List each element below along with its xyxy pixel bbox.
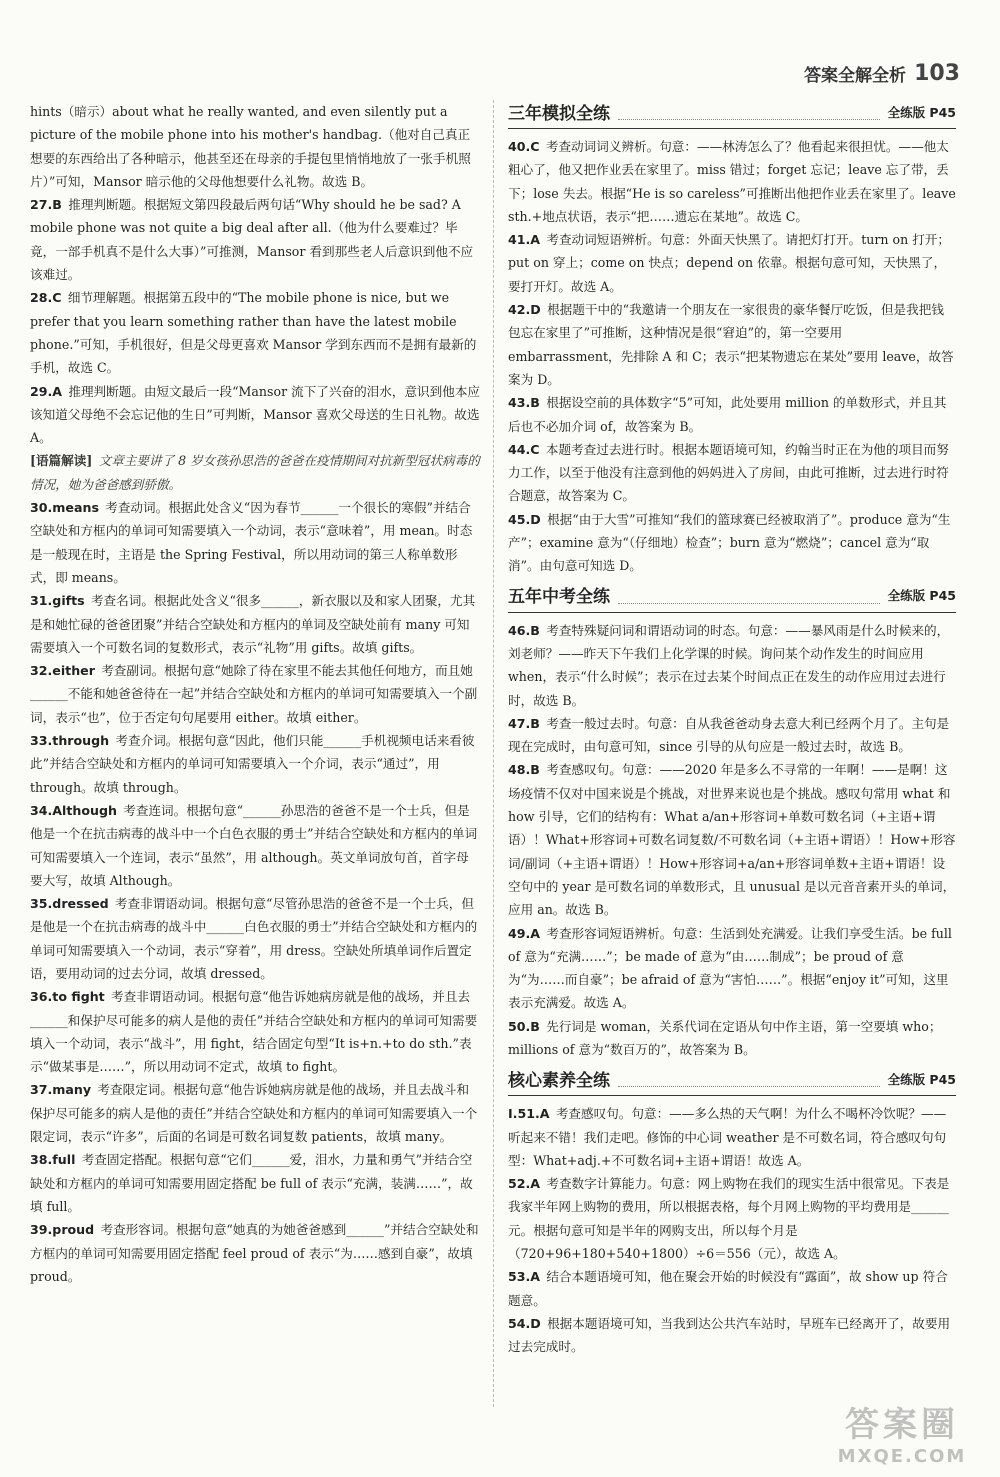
watermark-domain: MXQE.COM: [837, 1446, 967, 1467]
section-header: [508, 1067, 956, 1096]
answer-text: 细节理解题。根据第五段中的“The mobile phone is nice, but we prefer that you learn something rather than have the latest mobile phone.”可知，手机很好，但是父母更喜欢 Mansor 学到东西而不是拥有最新的手机，故选 C。: [30, 290, 477, 376]
answer-item: [30, 985, 480, 1078]
answer-item: [30, 892, 480, 985]
section-version: 全练版 P45: [887, 1071, 956, 1087]
watermark-logo: [822, 1397, 982, 1467]
answer-number: 41.A: [508, 232, 541, 248]
answer-item: [508, 135, 956, 228]
section-leader-dots: [618, 119, 880, 120]
answer-text: 考查特殊疑问词和谓语动词的时态。句意：——暴风雨是什么时候来的，刘老师？——昨天下午我们上化学课的时候。询问某个动作发生的时间应用 when，表示“什么时候”；表示在过去某个时间点正在发生的动作应用过去进行时，故选 B。: [508, 622, 950, 708]
right-column: [508, 100, 956, 1359]
answer-item: [508, 1102, 956, 1172]
answer-text: 考查非谓语动词。根据句意“尽管孙思浩的爸爸不是一个士兵，但是他是一个在抗击病毒的战斗中______白色衣服的勇士”并结合空缺处和方框内的单词可知需要填入一个动词，表示“穿着”，用 dress。空缺处所填单词作后置定语，要用动词的过去分词，故填 dressed。: [30, 896, 478, 981]
answer-item: [30, 286, 480, 379]
answer-item: [508, 922, 956, 1015]
answer-number: 53.A: [508, 1269, 541, 1285]
answer-number: 49.A: [508, 925, 541, 941]
answer-number: 34.Although: [30, 802, 117, 818]
answer-number: 48.B: [508, 762, 540, 778]
answer-item: [30, 1218, 480, 1288]
answer-item: [30, 1078, 480, 1148]
answer-number: 45.D: [508, 511, 541, 527]
answer-number: 50.B: [508, 1018, 540, 1034]
section-leader-dots: [618, 1086, 880, 1087]
answer-text: 考查形容词。根据句意“她真的为她爸爸感到______”并结合空缺处和方框内的单词可知需要用固定搭配 feel proud of 表示“为……感到自豪”，故填 proud。: [30, 1222, 479, 1284]
answer-text: 考查感叹句。句意：——多么热的天气啊！为什么不喝杯冷饮呢？——听起来不错！我们走吧。修饰的中心词 weather 是不可数名词，符合感叹句句型：What+adj.+不可数名词+主语+谓语！故选 A。: [508, 1106, 947, 1168]
answer-item: [30, 1148, 480, 1218]
answer-text: hints（暗示）about what he really wanted, and even silently put a picture of the mobile phone into his mother's handbag.（他对自己真正想要的东西给出了各种暗示，他甚至还在母亲的手提包里悄悄地放了一张手机照片）”可知，Mansor 暗示他的父母他想要什么礼物。故选 B。: [30, 104, 471, 189]
answer-number: 30.means: [30, 500, 99, 516]
answer-text: 先行词是 woman，关系代词在定语从句中作主语，第一空要填 who；millions of 意为“数百万的”，故答案为 B。: [508, 1018, 942, 1057]
answer-text: 考查动词。根据此处含义“因为春节______一个很长的寒假”并结合空缺处和方框内的单词可知需要填入一个动词，表示“意味着”，用 mean。时态是一般现在时，主语是 the Spring Festival，所以用动词的第三人称单数形式，即 means。: [30, 500, 473, 585]
answer-text: 考查副词。根据句意“她除了待在家里不能去其他任何地方，而且她______不能和她爸爸待在一起”并结合空缺处和方框内的单词可知需要填入一个副词，表示“也”，位于否定句句尾要用 either。故填 either。: [30, 663, 478, 725]
answer-text: 根据设空前的具体数字“5”可知，此处要用 million 的单数形式，并且其后也不必加介词 of，故答案为 B。: [508, 395, 947, 434]
answer-number: 28.C: [30, 290, 62, 306]
answer-item: [30, 496, 480, 589]
answer-text: 考查形容词短语辨析。句意：生活到处充满爱。让我们享受生活。be full of 意为“充满……”；be made of 意为“由……制成”；be proud of 意为“为……而自豪”；be afraid of 意为“害怕……”。根据“enjoy it”可知，这里表示充满爱。故选 A。: [508, 925, 952, 1011]
answer-number: 37.many: [30, 1082, 92, 1098]
answer-item: [508, 758, 956, 921]
answer-item: [508, 1015, 956, 1062]
passage-note: [30, 449, 480, 496]
answer-number: 46.B: [508, 622, 540, 638]
page-number: 103: [914, 60, 960, 86]
section-title: 三年模拟全练: [508, 103, 610, 124]
answer-text: 考查动词短语辨析。句意：外面天快黑了。请把灯打开。turn on 打开；put on 穿上；come on 快点；depend on 依靠。根据句意可知，天快黑了，要打开灯。故选 A。: [508, 232, 950, 294]
answer-item: [508, 228, 956, 298]
answer-number: 32.either: [30, 663, 95, 679]
section-title: 核心素养全练: [508, 1070, 610, 1091]
answer-item: [30, 380, 480, 450]
answer-text: 考查感叹句。句意：——2020 年是多么不寻常的一年啊！——是啊！这场疫情不仅对中国来说是个挑战，对世界来说也是个挑战。感叹句常用 what 和 how 引导，它们的结构有：What a/an+形容词+单数可数名词（+主语+谓语）！What+形容词+可数名词复数/不可数名词（+主语+谓语）！How+形容词/副词（+主语+谓语）！How+形容词+a/an+形容词单数+主语+谓语！设空句中的 year 是可数名词的单数形式，且 unusual 是以元音音素开头的单词，应用 an。故选 B。: [508, 762, 956, 918]
answer-number: 44.C: [508, 441, 540, 457]
answer-text: 推理判断题。由短文最后一段“Mansor 流下了兴奋的泪水，意识到他本应该知道父母绝不会忘记他的生日”可判断，Mansor 喜欢父母送的生日礼物。故选 A。: [30, 383, 481, 446]
answer-item: [30, 589, 480, 659]
answer-item: [30, 193, 480, 286]
note-tag: [语篇解读]: [30, 453, 93, 469]
answer-number: 38.full: [30, 1152, 76, 1168]
answer-item: [30, 100, 480, 193]
answer-item: [508, 1312, 956, 1359]
header-title: 答案全解全析: [804, 65, 907, 86]
answer-text: 根据本题语境可知，当我到达公共汽车站时，早班车已经离开了，故要用过去完成时。: [508, 1315, 951, 1355]
answer-item: [508, 391, 956, 438]
answer-item: [508, 1172, 956, 1265]
answer-text: 考查一般过去时。句意：自从我爸爸动身去意大利已经两个月了。主句是现在完成时，由句意可知，since 引导的从句应是一般过去时，故选 B。: [508, 715, 950, 755]
left-column: [30, 100, 480, 1288]
answer-number: 40.C: [508, 139, 540, 154]
answer-item: [508, 1265, 956, 1312]
answer-item: [508, 619, 956, 712]
answer-number: 33.through: [30, 733, 110, 749]
answer-text: 推理判断题。根据短文第四段最后两句话“Why should he be sad? A mobile phone was not quite a big deal after all.（他为什么要难过？毕竟，一部手机真不是什么大事）”可推测，Mansor 看到那些老人后意识到他不应该难过。: [30, 197, 474, 283]
answer-number: 29.A: [30, 383, 63, 399]
answer-item: [508, 712, 956, 759]
answer-number: 54.D: [508, 1315, 541, 1331]
answer-number: Ⅰ.51.A: [508, 1106, 550, 1122]
section-header: [508, 100, 956, 129]
answer-text: 考查非谓语动词。根据句意“他告诉她病房就是他的战场，并且去______和保护尽可能多的病人是他的责任”并结合空缺处和方框内的单词可知需要填入一个动词，表示“战斗”，用 fight，结合固定句型“It is+n.+to do sth.”表示“做某事是……”，所以用动词不定式，故填 to fight。: [30, 989, 478, 1075]
answer-number: 39.proud: [30, 1222, 95, 1238]
answer-item: [508, 508, 956, 578]
answer-text: 本题考查过去进行时。根据本题语境可知，约翰当时正在为他的项目而努力工作，以至于他没有注意到他的妈妈进入了房间，由此可推断，过去进行时符合题意，故答案为 C。: [508, 441, 949, 504]
answer-number: 43.B: [508, 395, 540, 411]
section-header: [508, 584, 956, 613]
answer-number: 42.D: [508, 302, 541, 318]
answer-number: 52.A: [508, 1176, 541, 1192]
answer-text: 根据题干中的“我邀请一个朋友在一家很贵的豪华餐厅吃饭，但是我把钱包忘在家里了”可推断，这种情况是很“窘迫”的，第一空要用 embarrassment，先排除 A 和 C；表示“把某物遗忘在某处”要用 leave，故答案为 D。: [508, 302, 954, 387]
answer-text: 文章主要讲了 8 岁女孩孙思浩的爸爸在疫情期间对抗新型冠状病毒的情况，她为爸爸感到骄傲。: [30, 453, 480, 492]
answer-text: 结合本题语境可知，他在聚会开始的时候没有“露面”，故 show up 符合题意。: [508, 1269, 948, 1308]
answer-item: [30, 659, 480, 729]
answer-text: 考查限定词。根据句意“他告诉她病房就是他的战场，并且去战斗和保护尽可能多的病人是他的责任”并结合空缺处和方框内的单词可知需要填入一个限定词，表示“许多”，后面的名词是可数名词复数 patients，故填 many。: [30, 1082, 478, 1145]
page-header: [804, 58, 960, 88]
answer-text: 考查固定搭配。根据句意“它们______爱，泪水，力量和勇气”并结合空缺处和方框内的单词可知需要用固定搭配 be full of 表示“充满，装满……”，故填 full。: [30, 1152, 473, 1214]
answer-number: 35.dressed: [30, 896, 109, 912]
answer-text: 考查名词。根据此处含义“很多______，新衣服以及和家人团聚，尤其是和她忙碌的爸爸团聚”并结合空缺处和方框内的单词及空缺处前有 many 可知需要填入一个可数名词的复数形式，表示“礼物”用 gifts。故填 gifts。: [30, 593, 476, 655]
answer-number: 47.B: [508, 715, 540, 731]
answer-item: [30, 729, 480, 799]
section-title: 五年中考全练: [508, 587, 610, 608]
section-version: 全练版 P45: [887, 588, 956, 604]
section-version: 全练版 P45: [887, 104, 956, 120]
column-divider: [493, 100, 494, 1407]
answer-text: 考查介词。根据句意“因此，他们只能______手机视频电话来看彼此”并结合空缺处和方框内的单词可知需要填入一个介词，表示“通过”，用 through。故填 through。: [30, 733, 475, 795]
answer-number: 31.gifts: [30, 593, 85, 609]
watermark-text: 答案圈: [845, 1405, 959, 1445]
answer-text: 考查连词。根据句意“______孙思浩的爸爸不是一个士兵，但是他是一个在抗击病毒的战斗中一个白色衣服的勇士”并结合空缺处和方框内的单词可知需要填入一个连词，表示“虽然”，用 although。英文单词放句首，首字母要大写，故填 Although。: [30, 802, 478, 888]
answer-item: [508, 298, 956, 391]
section-leader-dots: [618, 603, 880, 604]
answer-text: 考查动词词义辨析。句意：——林涛怎么了？他看起来很担忧。——他太粗心了，他又把作业丢在家里了。miss 错过；forget 忘记；leave 忘了带，丢下；lose 失去。根据“He is so careless”可推断出他把作业丢在家里了。leave sth.+地点状语，表示“把……遗忘在某地”。故选 C。: [508, 139, 956, 224]
answer-item: [508, 438, 956, 508]
answer-text: 考查数字计算能力。句意：网上购物在我们的现实生活中很常见。下表是我家半年网上购物的费用，所以根据表格，每个月网上购物的平均费用是______元。根据句意可知是半年的网购支出，所以每个月是（720+96+180+540+1800）÷6＝556（元），故选 A。: [508, 1176, 950, 1262]
answer-item: [30, 799, 480, 892]
answer-number: 27.B: [30, 197, 62, 213]
answer-text: 根据“由于大雪”可推知“我们的篮球赛已经被取消了”。produce 意为“生产”；examine 意为“（仔细地）检查”；burn 意为“燃烧”；cancel 意为“取消”。由句意可知选 D。: [508, 511, 951, 574]
answer-number: 36.to fight: [30, 989, 105, 1005]
